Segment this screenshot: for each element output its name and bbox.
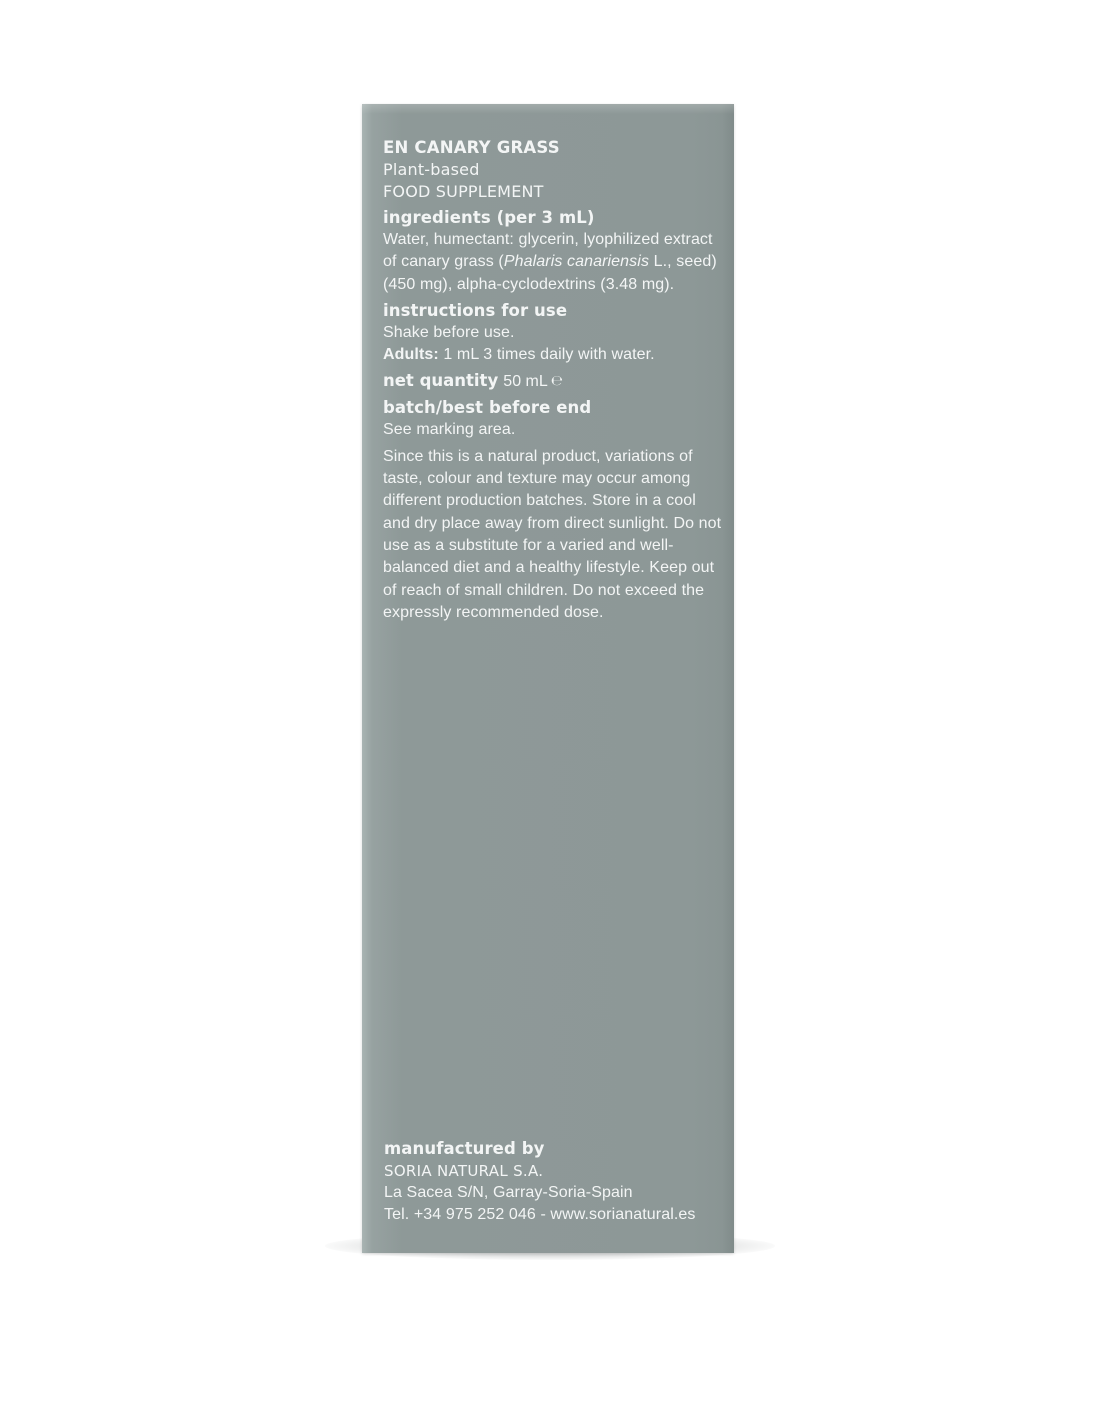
product-title: EN CANARY GRASS	[383, 138, 560, 157]
ingredients-text	[383, 229, 723, 296]
ingredients-text-part-2: L., seed) (450 mg), alpha-cyclodextrins (3.48 mg).	[383, 253, 717, 293]
batch-heading: batch/best before end	[383, 398, 592, 418]
ingredients-heading: ingredients (per 3 mL)	[383, 208, 595, 227]
adults-label: Adults:	[383, 346, 439, 364]
manufacturer-contact: Tel. +34 975 252 046 - www.sorianatural.es	[384, 1206, 696, 1223]
instructions-line-2	[383, 344, 723, 366]
label-text-block	[383, 137, 723, 624]
net-quantity-value: 50 mL	[503, 373, 548, 391]
estimated-sign-icon: ℮	[550, 373, 563, 390]
net-quantity-row	[383, 370, 723, 393]
manufacturer-block	[384, 1138, 724, 1226]
batch-text: See marking area.	[383, 421, 516, 439]
manufacturer-heading: manufactured by	[384, 1139, 545, 1158]
product-box-back-panel	[362, 104, 734, 1253]
instructions-heading: instructions for use	[383, 300, 568, 320]
instructions-text	[383, 322, 723, 367]
product-subtitle-1: Plant-based	[383, 160, 480, 179]
ingredients-latin-name: Phalaris canariensis	[503, 253, 650, 271]
disclaimer-text: Since this is a natural product, variations of taste, colour and texture may occur among different production batches. Store in a cool and dry place away from direct sunlight. Do not use as a substitute for a varied and well-balanced diet and a healthy lifestyle. Keep out of reach of small children. Do not exceed the expressly recommended dose.	[383, 447, 722, 621]
product-subtitle-2: FOOD SUPPLEMENT	[383, 182, 544, 201]
manufacturer-company: SORIA NATURAL S.A.	[384, 1162, 544, 1180]
manufacturer-address: La Sacea S/N, Garray-Soria-Spain	[384, 1184, 633, 1201]
instructions-line-1: Shake before use.	[383, 323, 515, 341]
adults-text: 1 mL 3 times daily with water.	[438, 346, 655, 364]
net-quantity-label: net quantity	[383, 371, 499, 391]
ingredients-text-part-1: Water, humectant: glycerin, lyophilized extract of canary grass (	[383, 231, 713, 271]
